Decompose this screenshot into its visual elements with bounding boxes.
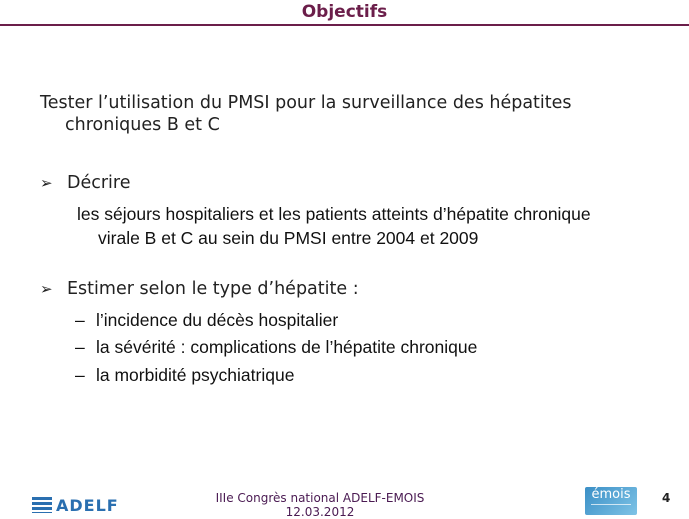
describe-text-line1: les séjours hospitaliers et les patients atteints d’hépatite chronique	[77, 204, 591, 224]
main-objective	[40, 92, 640, 136]
dash-bullet: –	[75, 310, 85, 330]
dash-bullet: –	[75, 365, 85, 385]
dash-bullet: –	[75, 337, 85, 357]
main-objective-line2: chroniques B et C	[65, 115, 220, 135]
slide-title: Objectifs	[301, 2, 388, 22]
footer-conference	[170, 491, 470, 519]
bullet-estimate	[40, 278, 359, 300]
emois-logo	[585, 487, 637, 515]
emois-logo-decoration	[591, 504, 631, 513]
main-objective-line1: Tester l’utilisation du PMSI pour la surveillance des hépatites	[40, 93, 572, 113]
adelf-logo	[32, 495, 119, 515]
describe-text-line2: virale B et C au sein du PMSI entre 2004 et 2009	[98, 228, 479, 248]
describe-heading: Décrire	[67, 173, 131, 193]
estimate-item-text: la morbidité psychiatrique	[96, 365, 295, 385]
estimate-item	[75, 309, 338, 331]
footer-date: 12.03.2012	[285, 505, 355, 519]
estimate-item	[75, 336, 477, 358]
title-divider	[0, 24, 689, 26]
emois-logo-text: émois	[591, 487, 631, 502]
bullet-describe	[40, 172, 131, 194]
adelf-mark-icon	[32, 497, 52, 513]
estimate-heading: Estimer selon le type d’hépatite :	[67, 279, 359, 299]
adelf-logo-text: ADELF	[56, 495, 119, 515]
estimate-item-text: la sévérité : complications de l’hépatite chronique	[96, 337, 478, 357]
arrow-bullet-icon: ➢	[40, 280, 53, 298]
estimate-item	[75, 364, 294, 386]
footer-conference-name: IIIe Congrès national ADELF-EMOIS	[215, 491, 425, 505]
page-number: 4	[662, 491, 671, 505]
estimate-item-text: l’incidence du décès hospitalier	[96, 310, 339, 330]
arrow-bullet-icon: ➢	[40, 174, 53, 192]
